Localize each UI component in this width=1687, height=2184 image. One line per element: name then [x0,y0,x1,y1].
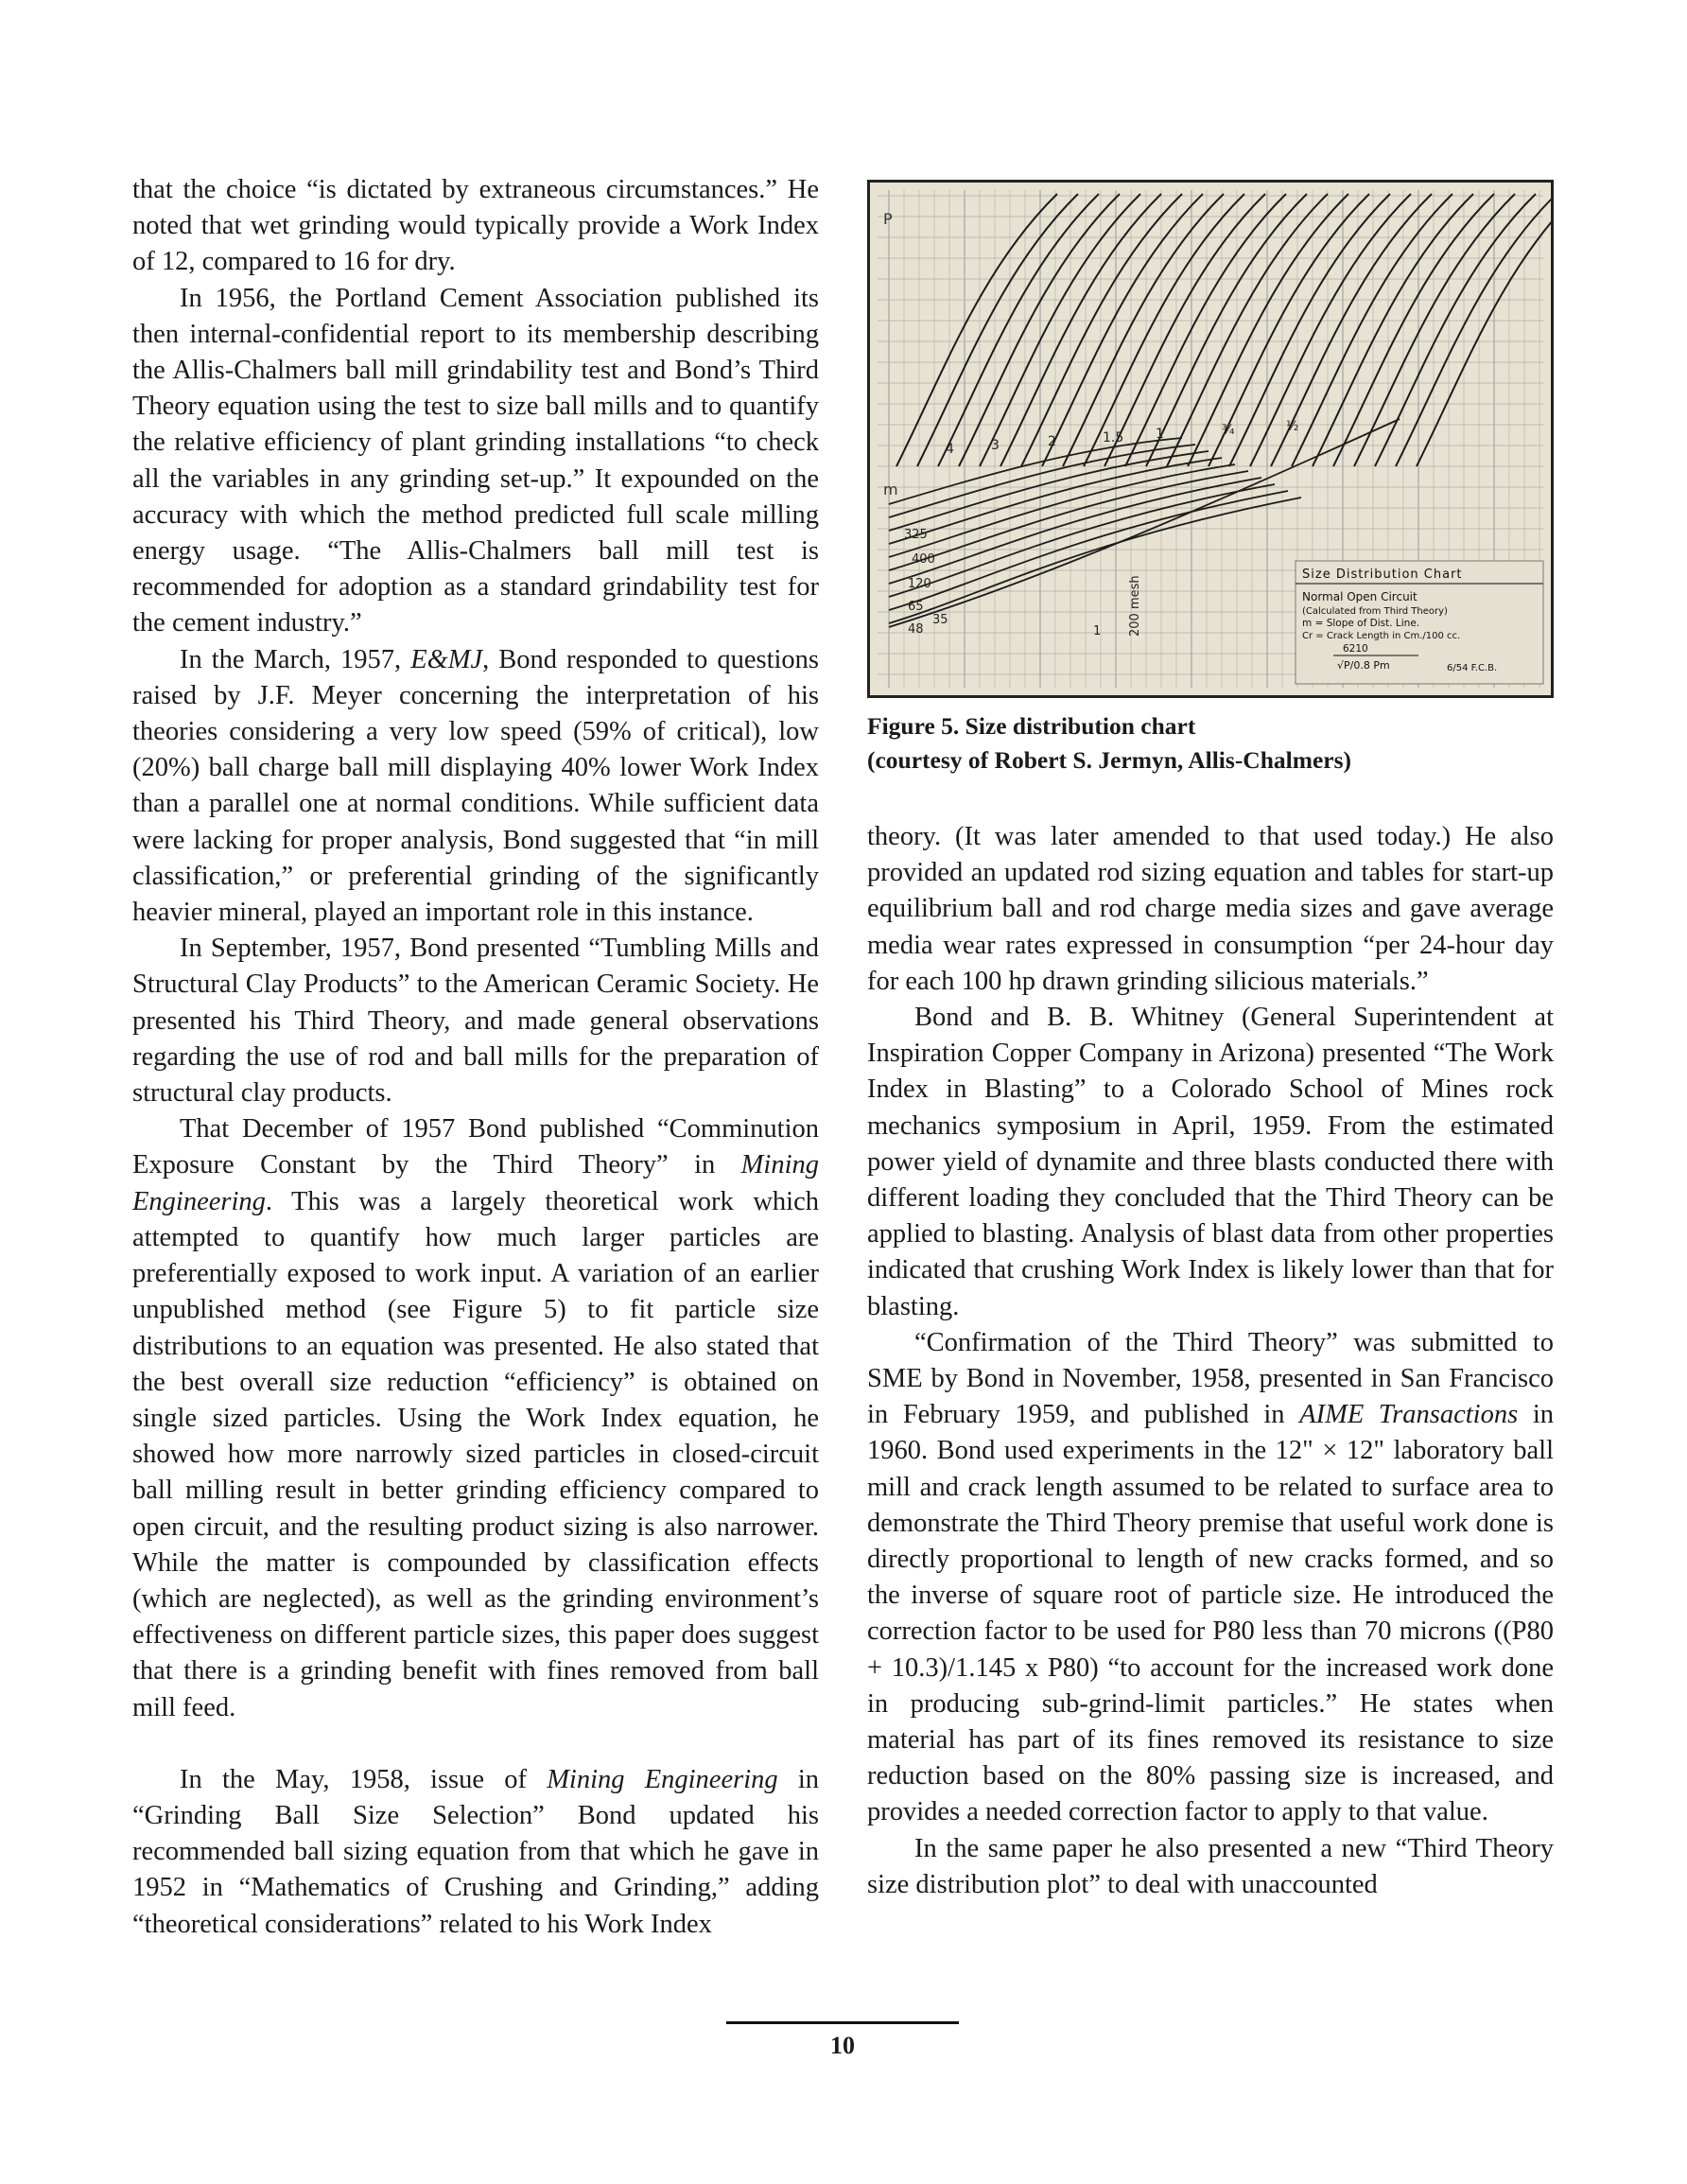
chart-legend-box [1296,561,1543,684]
lower-curve-label: 120 [908,577,931,591]
paragraph: Bond and B. B. Whitney (General Superintendent at Inspiration Copper Company in Arizona) presented “The Work Index in Blasting” to a Colorado School of Mines rock mechanics symposium in April, 1959. From the estimated power yield of dynamite and three blasts conducted there with different loading they concluded that the Third Theory can be applied to blasting. Analysis of blast data from other properties indicated that crushing Work Index is likely lower than that for blasting. [867,1003,1554,1321]
legend-title: Size Distribution Chart [1302,568,1463,582]
caption-line: (courtesy of Robert S. Jermyn, Allis-Chalmers) [867,746,1352,774]
lower-curve-label: 35 [932,613,948,627]
paragraph: In 1956, the Portland Cement Association published its then internal-confidential report to its membership describing the Allis-Chalmers ball mill grindability test and Bond’s Third Theory equation using the test to size ball mills and to quantify the relative efficiency of plant grinding installations “to check all the variables in any grinding set-up.” It expounded on the accuracy with which the method predicted full scale milling energy usage. “The Allis-Chalmers ball mill test is recommended for adoption as a standard grindability test for the cement industry.” [132,283,819,638]
figure-caption [867,709,1567,778]
footer-rule [726,2021,959,2024]
text-run: In the March, 1957, [180,644,411,674]
legend-line: (Calculated from Third Theory) [1302,606,1448,617]
upper-curve-label: 3 [991,438,1000,453]
text-run: in 1960. Bond used experiments in the 12" × 12" laboratory ball mill and crack length assumed to be related to surface area to demonstrate the Third Theory premise that useful work done is directly proportional to length of new cracks formed, and so the inverse of square root of particle size. He introduced the correction factor to be used for P80 less than 70 microns ((P80 + 10.3)/1.145 x P80) “to account for the increased work done in producing sub-grind-limit particles.” He states when material has part of its fines removed its resistance to size reduction based on the 80% passing size is increased, and provides a needed correction factor to apply to that value. [867,1400,1554,1827]
lower-curve-label: 400 [912,552,935,567]
right-text-column [867,819,1554,1903]
upper-curve-label: ½ [1286,419,1299,434]
text-run: . This was a largely theoretical work which attempted to quantify how much larger particles are preferentially exposed to work input. A variation of an earlier unpublished method (see Figure 5) to fit particle size distributions to an equation was presented. He also stated that the best overall size reduction “efficiency” is obtained on single sized particles. Using the Work Index equation, he showed how more narrowly sized particles in closed-circuit ball milling result in better grinding efficiency compared to open circuit, and the resulting product sizing is also narrower. While the matter is compounded by classification effects (which are neglected), as well as the grinding environment’s effectiveness on different particle sizes, this paper does suggest that there is a grinding benefit with fines removed from ball mill feed. [132,1186,819,1722]
legend-line: Cr = Crack Length in Cm./100 cc. [1302,631,1461,641]
legend-line: Normal Open Circuit [1302,590,1417,603]
axis-label-p: P [883,210,893,228]
upper-curve-label: ¾ [1222,423,1235,438]
upper-curve-label: 2 [1048,434,1056,449]
paragraph [132,1111,819,1725]
paragraph: that the choice “is dictated by extraneous circumstances.” He noted that wet grinding would typically provide a Work Index of 12, compared to 16 for dry. [132,175,819,277]
paragraph: theory. (It was later amended to that used today.) He also provided an updated rod sizing equation and tables for start-up equilibrium ball and rod charge media sizes and gave average media wear rates expressed in consumption “per 24-hour day for each 100 hp drawn grinding silicious materials.” [867,822,1554,996]
lower-curve-label: 65 [908,600,924,614]
page-number: 10 [830,2032,855,2059]
legend-signature: 6/54 F.C.B. [1447,663,1498,673]
text-run: In the May, 1958, issue of [180,1764,548,1794]
paragraph: In the same paper he also presented a new “Third Theory size distribution plot” to deal with unaccounted [867,1833,1554,1899]
paragraph [132,642,819,932]
lower-curve-label: 325 [904,528,928,542]
journal-title: E&MJ [410,644,483,674]
size-distribution-chart-photo [867,180,1554,698]
number-label: 1 [1093,624,1102,638]
upper-curve-label: 1 [1156,427,1164,442]
legend-fraction-denominator: √P/0.8 Pm [1337,659,1390,672]
upper-curve-label: 1.5 [1103,430,1124,446]
journal-title: AIME Transactions [1299,1400,1519,1430]
text-run: “Confirmation of the Third Theory” was submitted to SME by Bond in November, 1958, presented in San Francisco in February 1959, and published in [867,1327,1554,1430]
left-text-column [132,172,819,1943]
chart-drawing [870,183,1551,695]
text-run: in “Grinding Ball Size Selection” Bond updated his recommended ball sizing equation from that which he gave in 1952 in “Mathematics of Crushing and Grinding,” adding “theoretical considerations” related to his Work Index [132,1764,819,1939]
paragraph [867,1325,1554,1831]
upper-curve-label: 4 [946,442,954,457]
legend-line: m = Slope of Dist. Line. [1302,618,1420,629]
paragraph: In September, 1957, Bond presented “Tumbling Mills and Structural Clay Products” to the American Ceramic Society. He presented his Third Theory, and made general observations regarding the use of rod and ball mills for the preparation of structural clay products. [132,934,819,1109]
axis-label-m: m [883,480,898,498]
text-run: That December of 1957 Bond published “Comminution Exposure Constant by the Third Theory” in [132,1114,819,1180]
legend-fraction-numerator: 6210 [1343,643,1368,655]
mesh-label: 200 mesh [1128,575,1142,637]
caption-line: Figure 5. Size distribution chart [867,712,1196,740]
lower-curve-label: 48 [908,622,924,637]
journal-title: Mining Engineering [547,1764,778,1794]
text-run: , Bond responded to questions raised by J.F. Meyer concerning the interpretation of his theories considering a very low speed (59% of critical), low (20%) ball charge ball mill displaying 40% lower Work Index than a parallel one at normal conditions. While sufficient data were lacking for proper analysis, Bond suggested that “in mill classification,” or preferential grinding of the significantly heavier mineral, played an important role in this instance. [132,644,819,928]
journal-title: Mining Engineering [132,1150,819,1216]
paragraph [132,1762,819,1943]
